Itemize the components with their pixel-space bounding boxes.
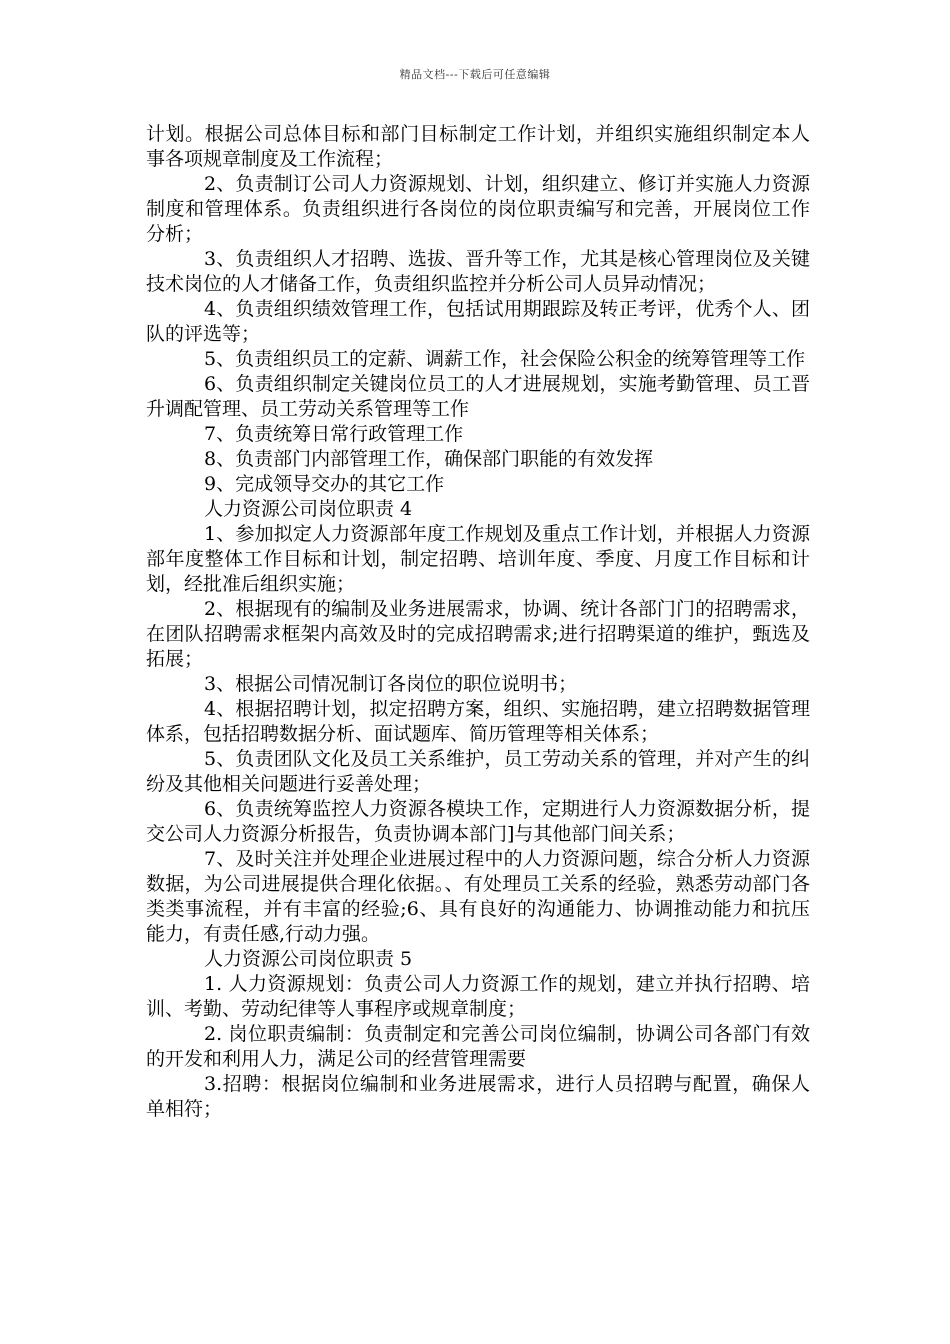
paragraph: 2、负责制订公司人力资源规划、计划，组织建立、修订并实施人力资源制度和管理体系。负责组织进行各岗位的岗位职责编写和完善，开展岗位工作分析； (146, 173, 810, 245)
paragraph: 2、根据现有的编制及业务进展需求，协调、统计各部门门的招聘需求，在团队招聘需求框架内高效及时的完成招聘需求;进行招聘渠道的维护，甄选及拓展； (146, 598, 810, 670)
paragraph: 7、及时关注并处理企业进展过程中的人力资源问题，综合分析人力资源数据，为公司进展提供合理化依据。、有处理员工关系的经验，熟悉劳动部门各类类事流程，并有丰富的经验;6、具有良好的沟通能力、协调推动能力和抗压能力，有责任感,行动力强。 (146, 848, 810, 945)
paragraph: 4、根据招聘计划，拟定招聘方案，组织、实施招聘，建立招聘数据管理体系，包括招聘数据分析、面试题库、简历管理等相关体系； (146, 698, 810, 745)
paragraph: 1、参加拟定人力资源部年度工作规划及重点工作计划，并根据人力资源部年度整体工作目标和计划，制定招聘、培训年度、季度、月度工作目标和计划，经批准后组织实施； (146, 523, 810, 595)
section-heading: 人力资源公司岗位职责 5 (204, 948, 413, 970)
paragraph: 7、负责统筹日常行政管理工作 (204, 423, 464, 445)
document-body (146, 122, 810, 1122)
paragraph: 3、负责组织人才招聘、选拔、晋升等工作，尤其是核心管理岗位及关键技术岗位的人才储备工作，负责组织监控并分析公司人员异动情况； (146, 248, 810, 295)
paragraph: 3、根据公司情况制订各岗位的职位说明书； (204, 673, 578, 695)
paragraph: 4、负责组织绩效管理工作，包括试用期跟踪及转正考评，优秀个人、团队的评选等； (146, 298, 810, 345)
paragraph: 9、完成领导交办的其它工作 (204, 473, 445, 495)
paragraph: 3.招聘：根据岗位编制和业务进展需求，进行人员招聘与配置，确保人单相符； (146, 1073, 810, 1120)
paragraph: 1. 人力资源规划：负责公司人力资源工作的规划，建立并执行招聘、培训、考勤、劳动纪律等人事程序或规章制度； (146, 973, 810, 1020)
paragraph: 6、负责组织制定关键岗位员工的人才进展规划，实施考勤管理、员工晋升调配管理、员工劳动关系管理等工作 (146, 373, 810, 420)
paragraph: 5、负责团队文化及员工关系维护，员工劳动关系的管理，并对产生的纠纷及其他相关问题进行妥善处理； (146, 748, 810, 795)
paragraph: 8、负责部门内部管理工作，确保部门职能的有效发挥 (204, 448, 654, 470)
paragraph: 2. 岗位职责编制：负责制定和完善公司岗位编制，协调公司各部门有效的开发和利用人力，满足公司的经营管理需要 (146, 1023, 810, 1070)
paragraph: 6、负责统筹监控人力资源各模块工作，定期进行人力资源数据分析，提交公司人力资源分析报告，负责协调本部门]与其他部门间关系； (146, 798, 810, 845)
paragraph: 5、负责组织员工的定薪、调薪工作，社会保险公积金的统筹管理等工作 (204, 348, 806, 370)
paragraph: 计划。根据公司总体目标和部门目标制定工作计划，并组织实施组织制定本人事各项规章制度及工作流程； (146, 123, 810, 170)
section-heading: 人力资源公司岗位职责 4 (204, 498, 413, 520)
page-header: 精品文档---下载后可任意编辑 (399, 68, 551, 81)
